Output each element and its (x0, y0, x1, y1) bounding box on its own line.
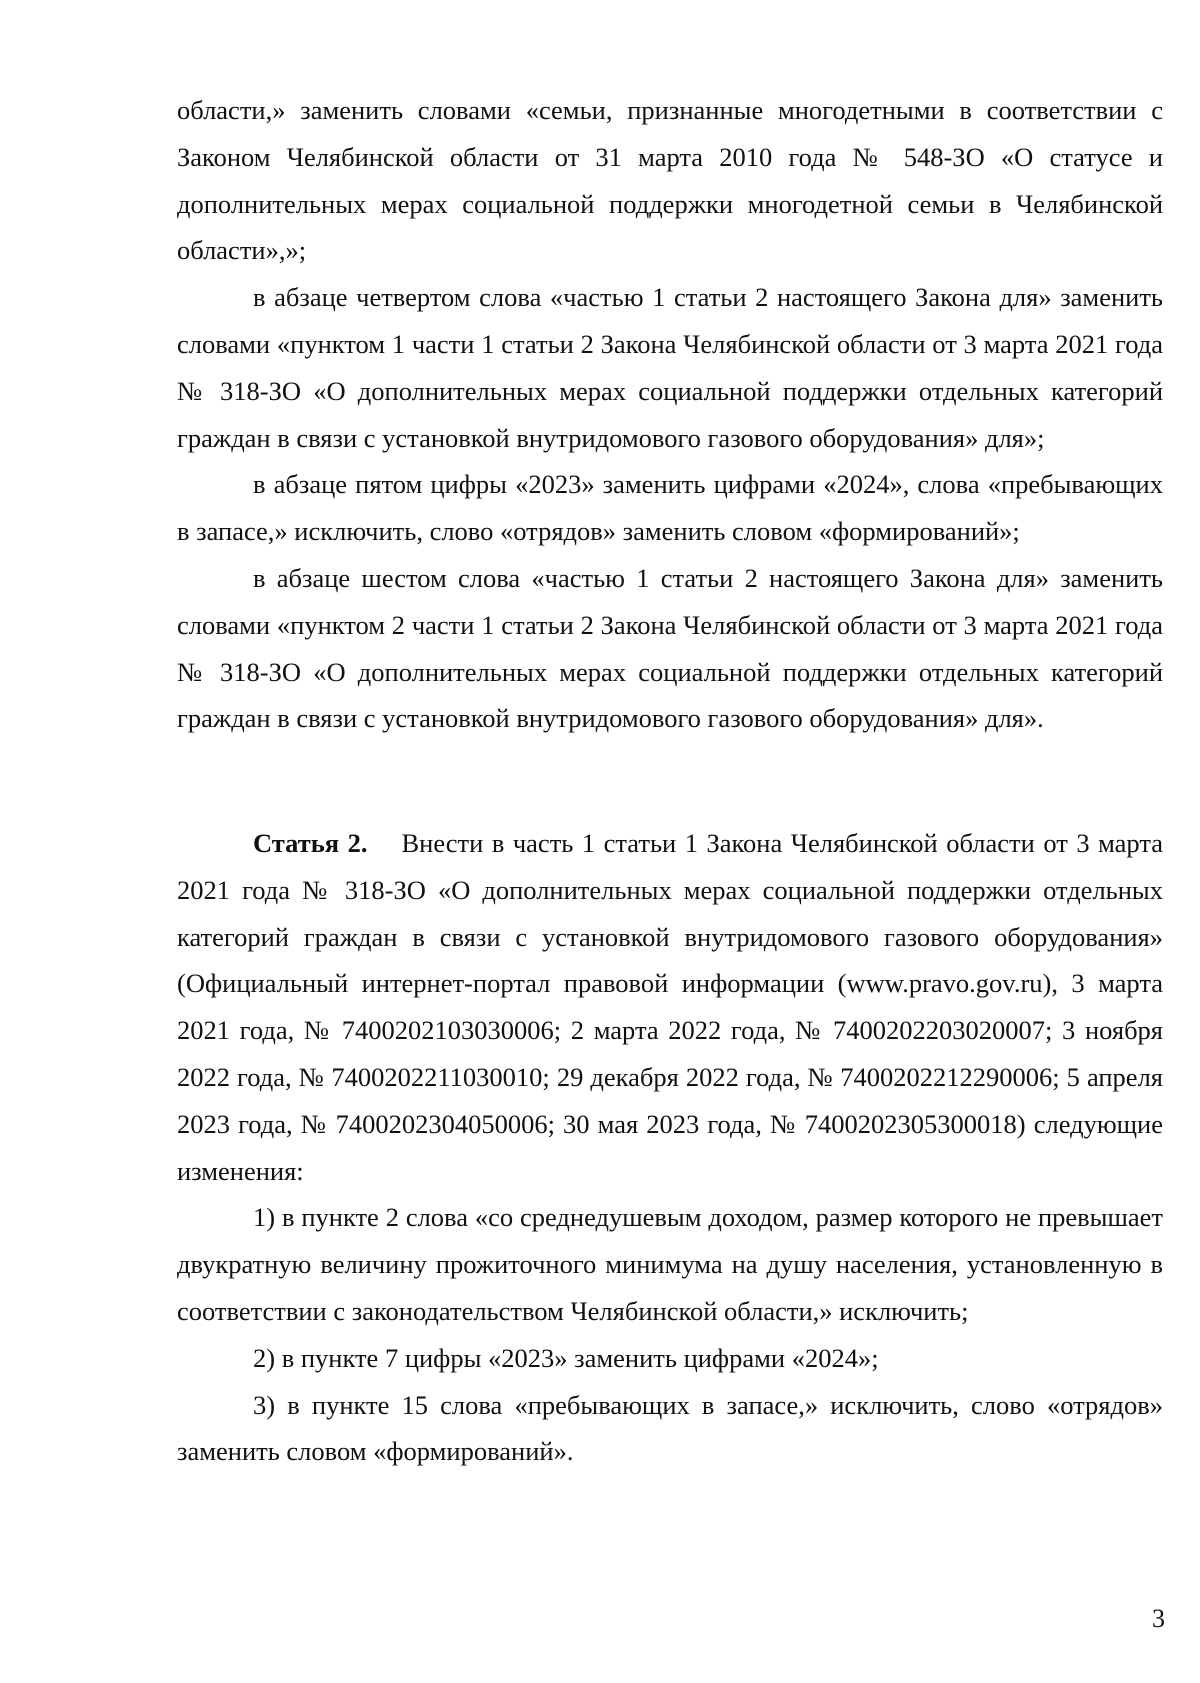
article-2-intro: Внести в часть 1 статьи 1 Закона Челябинской области от 3 марта 2021 года № 318-ЗО «О дополнительных мерах социальной поддержки отдельных категорий граждан в связи с установкой внутридомового газового оборудования» (Официальный интернет-портал правовой информации (www.pravo.gov.ru), 3 марта 2021 года, № 7400202103030006; 2 марта 2022 года, № 7400202203020007; 3 ноября 2022 года, № 7400202211030010; 29 декабря 2022 года, № 7400202212290006; 5 апреля 2023 года, № 7400202304050006; 30 мая 2023 года, № 7400202305300018) следующие изменения: (177, 828, 1164, 1186)
paragraph-abzac-6: в абзаце шестом слова «частью 1 статьи 2 настоящего Закона для» заменить словами «пунктом 2 части 1 статьи 2 Закона Челябинской области от 3 марта 2021 года № 318-ЗО «О дополнительных мерах социальной поддержки отдельных категорий граждан в связи с установкой внутридомового газового оборудования» для». (177, 562, 1163, 734)
article-2-intro-paragraph (177, 820, 1163, 1194)
list-item-3: 3) в пункте 15 слова «пребывающих в запасе,» исключить, слово «отрядов» заменить словом «формирований». (177, 1389, 1163, 1467)
list-item-1: 1) в пункте 2 слова «со среднедушевым доходом, размер которого не превышает двукратную величину прожиточного минимума на душу населения, установленную в соответствии с законодательством Челябинской области,» исключить; (177, 1202, 1163, 1326)
paragraph-abzac-4: в абзаце четвертом слова «частью 1 статьи 2 настоящего Закона для» заменить словами «пунктом 1 части 1 статьи 2 Закона Челябинской области от 3 марта 2021 года № 318-ЗО «О дополнительных мерах социальной поддержки отдельных категорий граждан в связи с установкой внутридомового газового оборудования» для»; (177, 282, 1163, 453)
page-number: 3 (1152, 1604, 1165, 1633)
paragraph-continuation: области,» заменить словами «семьи, признанные многодетными в соответствии с Законом Челябинской области от 31 марта 2010 года № 548-ЗО «О статусе и дополнительных мерах социальной поддержки многодетной семьи в Челябинской области»,»; (177, 95, 1163, 266)
amendment-block (177, 87, 1163, 742)
article-2-section (177, 820, 1163, 1475)
list-item-2: 2) в пункте 7 цифры «2023» заменить цифрами «2024»; (253, 1342, 879, 1373)
article-2-heading: Статья 2. (253, 828, 368, 858)
paragraph-abzac-5: в абзаце пятом цифры «2023» заменить цифрами «2024», слова «пребывающих в запасе,» исключить, слово «отрядов» заменить словом «формирований»; (177, 469, 1163, 547)
